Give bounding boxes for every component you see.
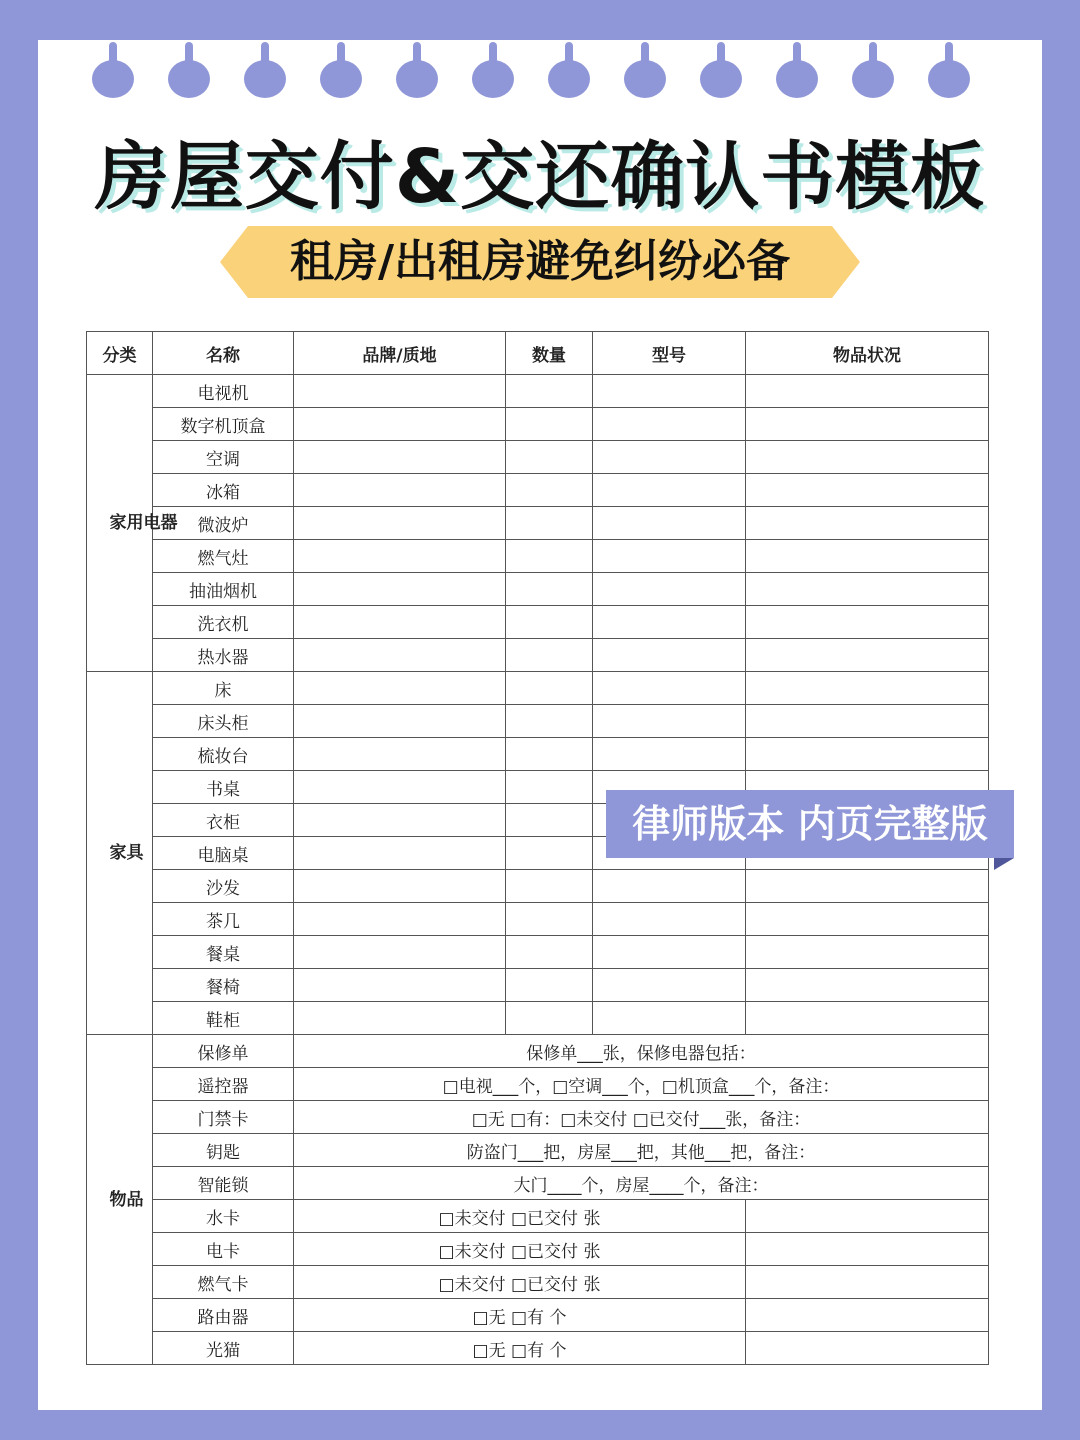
condition-cell[interactable] xyxy=(746,1332,989,1365)
model-cell[interactable] xyxy=(593,474,746,507)
quantity-cell[interactable] xyxy=(506,408,593,441)
table-row xyxy=(87,1167,989,1200)
item-name: 电卡 xyxy=(153,1233,294,1266)
item-name: 水卡 xyxy=(153,1200,294,1233)
model-cell[interactable] xyxy=(593,408,746,441)
item-name: 保修单 xyxy=(153,1035,294,1068)
quantity-cell[interactable] xyxy=(506,606,593,639)
ring-icon xyxy=(928,42,968,100)
item-name: 热水器 xyxy=(153,639,294,672)
brand-cell[interactable] xyxy=(294,837,506,870)
quantity-cell[interactable] xyxy=(506,738,593,771)
brand-cell[interactable] xyxy=(294,606,506,639)
model-cell[interactable] xyxy=(593,936,746,969)
table-row xyxy=(87,969,989,1002)
lawyer-version-badge: 律师版本 内页完整版 xyxy=(606,790,1014,858)
condition-cell[interactable] xyxy=(746,1233,989,1266)
table-row xyxy=(87,408,989,441)
quantity-cell[interactable] xyxy=(506,705,593,738)
quantity-cell[interactable] xyxy=(506,540,593,573)
item-name: 数字机顶盒 xyxy=(153,408,294,441)
quantity-cell[interactable] xyxy=(506,804,593,837)
item-name: 洗衣机 xyxy=(153,606,294,639)
item-note[interactable]: □电视___个，□空调___个，□机顶盒___个，备注： xyxy=(294,1068,989,1101)
item-name: 智能锁 xyxy=(153,1167,294,1200)
item-name: 冰箱 xyxy=(153,474,294,507)
item-status[interactable]: □未交付 □已交付 张 xyxy=(294,1200,746,1233)
item-name: 餐椅 xyxy=(153,969,294,1002)
table-row xyxy=(87,1299,989,1332)
quantity-cell[interactable] xyxy=(506,375,593,408)
model-cell[interactable] xyxy=(593,705,746,738)
condition-cell[interactable] xyxy=(746,1266,989,1299)
model-cell[interactable] xyxy=(593,573,746,606)
badge-fold xyxy=(994,858,1014,870)
ring-icon xyxy=(168,42,208,100)
ring-icon xyxy=(320,42,360,100)
ring-icon xyxy=(92,42,132,100)
subtitle-banner xyxy=(220,226,860,298)
condition-cell[interactable] xyxy=(746,573,989,606)
model-cell[interactable] xyxy=(593,969,746,1002)
table-row xyxy=(87,903,989,936)
header-quantity: 数量 xyxy=(506,332,593,375)
category-furniture xyxy=(87,672,153,1035)
item-name: 书桌 xyxy=(153,771,294,804)
item-name: 床头柜 xyxy=(153,705,294,738)
item-status[interactable]: □未交付 □已交付 张 xyxy=(294,1233,746,1266)
item-name: 电脑桌 xyxy=(153,837,294,870)
category-label: 物品 xyxy=(109,1189,144,1210)
header-model: 型号 xyxy=(593,332,746,375)
item-name: 遥控器 xyxy=(153,1068,294,1101)
brand-cell[interactable] xyxy=(294,804,506,837)
condition-cell[interactable] xyxy=(746,375,989,408)
table-row xyxy=(87,672,989,705)
ring-icon xyxy=(852,42,892,100)
quantity-cell[interactable] xyxy=(506,936,593,969)
table-row xyxy=(87,705,989,738)
quantity-cell[interactable] xyxy=(506,903,593,936)
brand-cell[interactable] xyxy=(294,771,506,804)
table-row xyxy=(87,375,989,408)
ring-icon xyxy=(244,42,284,100)
model-cell[interactable] xyxy=(593,738,746,771)
brand-cell[interactable] xyxy=(294,408,506,441)
quantity-cell[interactable] xyxy=(506,441,593,474)
item-name: 电视机 xyxy=(153,375,294,408)
item-note[interactable]: 防盗门___把，房屋___把，其他___把，备注： xyxy=(294,1134,989,1167)
condition-cell[interactable] xyxy=(746,408,989,441)
model-cell[interactable] xyxy=(593,870,746,903)
table-row xyxy=(87,1332,989,1365)
table-row xyxy=(87,1266,989,1299)
item-name: 门禁卡 xyxy=(153,1101,294,1134)
page-title: 房屋交付&交还确认书模板 xyxy=(94,134,986,220)
condition-cell[interactable] xyxy=(746,639,989,672)
quantity-cell[interactable] xyxy=(506,771,593,804)
ring-icon xyxy=(396,42,436,100)
item-name: 钥匙 xyxy=(153,1134,294,1167)
quantity-cell[interactable] xyxy=(506,639,593,672)
table-row xyxy=(87,936,989,969)
brand-cell[interactable] xyxy=(294,936,506,969)
condition-cell[interactable] xyxy=(746,672,989,705)
table-row xyxy=(87,1233,989,1266)
condition-cell[interactable] xyxy=(746,606,989,639)
condition-cell[interactable] xyxy=(746,507,989,540)
condition-cell[interactable] xyxy=(746,738,989,771)
quantity-cell[interactable] xyxy=(506,1002,593,1035)
quantity-cell[interactable] xyxy=(506,672,593,705)
condition-cell[interactable] xyxy=(746,903,989,936)
brand-cell[interactable] xyxy=(294,870,506,903)
item-name: 沙发 xyxy=(153,870,294,903)
header-brand: 品牌/质地 xyxy=(294,332,506,375)
item-name: 空调 xyxy=(153,441,294,474)
brand-cell[interactable] xyxy=(294,903,506,936)
ring-icon xyxy=(624,42,664,100)
model-cell[interactable] xyxy=(593,606,746,639)
model-cell[interactable] xyxy=(593,375,746,408)
table-row xyxy=(87,738,989,771)
item-name: 路由器 xyxy=(153,1299,294,1332)
quantity-cell[interactable] xyxy=(506,507,593,540)
item-name: 抽油烟机 xyxy=(153,573,294,606)
brand-cell[interactable] xyxy=(294,474,506,507)
brand-cell[interactable] xyxy=(294,375,506,408)
condition-cell[interactable] xyxy=(746,441,989,474)
category-label: 家具 xyxy=(109,843,144,863)
item-status[interactable]: □无 □有 个 xyxy=(294,1332,746,1365)
item-name: 衣柜 xyxy=(153,804,294,837)
header-condition: 物品状况 xyxy=(746,332,989,375)
brand-cell[interactable] xyxy=(294,573,506,606)
table-row xyxy=(87,1101,989,1134)
item-status[interactable]: □无 □有 个 xyxy=(294,1299,746,1332)
model-cell[interactable] xyxy=(593,441,746,474)
quantity-cell[interactable] xyxy=(506,474,593,507)
model-cell[interactable] xyxy=(593,1002,746,1035)
ring-icon xyxy=(776,42,816,100)
item-status[interactable]: □未交付 □已交付 张 xyxy=(294,1266,746,1299)
item-note[interactable]: 大门____个，房屋____个，备注： xyxy=(294,1167,989,1200)
ring-icon xyxy=(548,42,588,100)
category-label: 家用电器 xyxy=(109,513,178,533)
table-row xyxy=(87,441,989,474)
quantity-cell[interactable] xyxy=(506,573,593,606)
brand-cell[interactable] xyxy=(294,705,506,738)
table-row xyxy=(87,1035,989,1068)
table-header-row xyxy=(87,332,989,375)
model-cell[interactable] xyxy=(593,540,746,573)
item-name: 微波炉 xyxy=(153,507,294,540)
table-row xyxy=(87,573,989,606)
item-name: 梳妆台 xyxy=(153,738,294,771)
condition-cell[interactable] xyxy=(746,540,989,573)
ring-icon xyxy=(700,42,740,100)
category-appliances xyxy=(87,375,178,672)
notebook-rings xyxy=(0,42,1080,102)
brand-cell[interactable] xyxy=(294,672,506,705)
condition-cell[interactable] xyxy=(746,870,989,903)
table-row xyxy=(87,1002,989,1035)
model-cell[interactable] xyxy=(593,507,746,540)
item-name: 燃气卡 xyxy=(153,1266,294,1299)
category-goods xyxy=(87,1035,153,1365)
item-name: 光猫 xyxy=(153,1332,294,1365)
header-name: 名称 xyxy=(153,332,294,375)
item-name: 茶几 xyxy=(153,903,294,936)
model-cell[interactable] xyxy=(593,639,746,672)
condition-cell[interactable] xyxy=(746,1299,989,1332)
table-row xyxy=(87,507,989,540)
table-row xyxy=(87,474,989,507)
table-row xyxy=(87,639,989,672)
condition-cell[interactable] xyxy=(746,474,989,507)
model-cell[interactable] xyxy=(593,903,746,936)
brand-cell[interactable] xyxy=(294,507,506,540)
brand-cell[interactable] xyxy=(294,441,506,474)
subtitle-text: 租房/出租房避免纠纷必备 xyxy=(289,236,791,287)
ring-icon xyxy=(472,42,512,100)
brand-cell[interactable] xyxy=(294,1002,506,1035)
table-row xyxy=(87,870,989,903)
condition-cell[interactable] xyxy=(746,705,989,738)
condition-cell[interactable] xyxy=(746,969,989,1002)
header-category: 分类 xyxy=(87,332,153,375)
item-note[interactable]: □无 □有：□未交付 □已交付___张，备注： xyxy=(294,1101,989,1134)
condition-cell[interactable] xyxy=(746,936,989,969)
table-row xyxy=(87,1068,989,1101)
table-row xyxy=(87,606,989,639)
item-name: 餐桌 xyxy=(153,936,294,969)
condition-cell[interactable] xyxy=(746,1200,989,1233)
table-row xyxy=(87,540,989,573)
quantity-cell[interactable] xyxy=(506,870,593,903)
item-name: 床 xyxy=(153,672,294,705)
table-row xyxy=(87,1200,989,1233)
item-note[interactable]: 保修单___张，保修电器包括： xyxy=(294,1035,989,1068)
brand-cell[interactable] xyxy=(294,969,506,1002)
brand-cell[interactable] xyxy=(294,639,506,672)
brand-cell[interactable] xyxy=(294,540,506,573)
quantity-cell[interactable] xyxy=(506,837,593,870)
brand-cell[interactable] xyxy=(294,738,506,771)
model-cell[interactable] xyxy=(593,672,746,705)
item-name: 燃气灶 xyxy=(153,540,294,573)
quantity-cell[interactable] xyxy=(506,969,593,1002)
item-name: 鞋柜 xyxy=(153,1002,294,1035)
table-row xyxy=(87,1134,989,1167)
condition-cell[interactable] xyxy=(746,1002,989,1035)
